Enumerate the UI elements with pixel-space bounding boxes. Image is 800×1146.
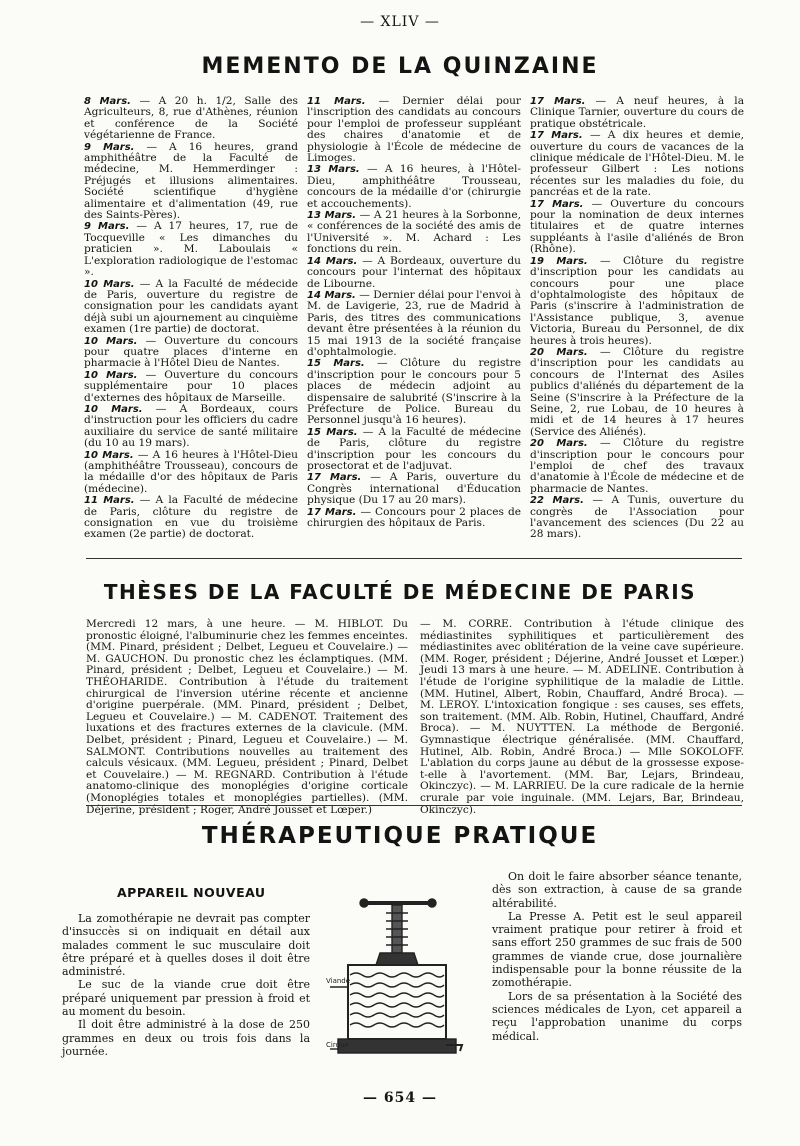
meat-press-illustration — [326, 885, 466, 1075]
page-label: — XLIV — — [360, 14, 440, 30]
theses-columns — [86, 619, 744, 816]
memento-entry-text: — Ouverture du concours supplémentaire pour 10 places d'externes des hôpitaux de Marseille. — [84, 368, 298, 404]
memento-entry-date: 17 Mars. — [307, 506, 357, 518]
memento-entry-text: — A Bordeaux, cours d'instruction pour les officiers du cadre auxiliaire du service de santé militaire (du 10 au 19 mars). — [84, 402, 298, 450]
memento-entry-date: 22 Mars. — [530, 495, 584, 507]
therapeutique-paragraph: Le suc de la viande crue doit être préparé uniquement par pression à froid et au moment du besoin. — [62, 978, 310, 1019]
memento-entry-text: — A 21 heures à la Sorbonne, « conférences de la société des amis de l'Université ». M. Achard : Les fonctions du rein. — [307, 209, 521, 256]
therapeutique-right-text — [492, 870, 742, 1043]
memento-entry-text: — A la Faculté de médecide de Paris, ouverture du registre de consignation pour les candidats ayant déjà subi un ajournement au cinquième examen (1re partie) de doctorat. — [84, 277, 298, 336]
memento-entry — [307, 96, 521, 164]
memento-entry-date: 17 Mars. — [530, 198, 584, 210]
memento-column-3 — [530, 96, 744, 541]
divider-2 — [86, 805, 742, 806]
memento-entry-date: 10 Mars. — [84, 449, 134, 461]
memento-entry — [307, 256, 521, 290]
theses-title: THÈSES DE LA FACULTÉ DE MÉDECINE DE PARIS — [103, 580, 697, 604]
memento-entry — [84, 221, 298, 278]
memento-entry-text: — Ouverture du concours pour quatre places d'interne en pharmacie à l'Hôtel Dieu de Nantes. — [84, 334, 298, 370]
therapeutique-paragraph: Il doit être administré à la dose de 250 grammes en deux ou trois fois dans la journée. — [62, 1018, 310, 1058]
therapeutique-title: THÉRAPEUTIQUE PRATIQUE — [201, 823, 599, 849]
memento-entry-text: — A 20 h. 1/2, Salle des Agriculteurs, 8, rue d'Athènes, réunion et conférence de la Société végétarienne de France. — [84, 96, 298, 142]
memento-column-1 — [84, 96, 298, 541]
theses-right-text: — M. CORRE. Contribution à l'étude clinique des médiastinites syphilitiques et particulièrement des médiastinites avec oblitération de la veine cave supérieure. (MM. Roger, président ; Déjerine, André Jousset et Lœper.) Jeudi 13 mars à une heure. — M. ADELINE. Contribution à l'étude de l'origine syphilitique de la maladie de Little. (MM. Hutinel, Albert, Robin, Chauffard, André Broca). — M. LEROY. L'intoxication fongique : ses causes, ses effets, son traitement. (MM. Alb. Robin, Hutinel, Chauffard, André Broca). — M. NUYTTEN. La méthode de Bergonié. Gymnastique électrique généralisée. (MM. Chauffard, Hutinel, Alb. Robin, André Broca.) — Mlle SOKOLOFF. L'ablation du corps jaune au début de la grossesse expose-t-elle à l'avortement. (MM. Bar, Lejars, Brindeau, Okinczyc). — M. LARRIEU. De la cure radicale de la hernie crurale par voie inguinale. (MM. Lejars, Bar, Brindeau, Okinczyc). — [420, 618, 744, 816]
memento-entry — [84, 336, 298, 370]
memento-entry-date: 19 Mars. — [530, 255, 588, 267]
memento-entry-text: — A Tunis, ouverture du congrès de l'Association pour l'avancement des sciences (Du 22 au 28 mars). — [530, 494, 744, 541]
memento-entry-text: — A 16 heures, à l'Hôtel-Dieu, amphithéâtre Trousseau, concours de la médaille d'or (chirurgie et accouchements). — [307, 163, 521, 210]
memento-entry — [530, 256, 744, 347]
memento-entry-date: 9 Mars. — [84, 141, 135, 153]
memento-entry-date: 13 Mars. — [307, 164, 360, 176]
memento-entry-text: — A la Faculté de médecine de Paris, clôture du registre d'inscription pour les concours du prosectorat et de l'adjuvat. — [307, 425, 521, 472]
memento-entry-date: 13 Mars. — [307, 210, 357, 222]
memento-entry-text: — A 17 heures, 17, rue de Tocqueville « Les dimanches du praticien ». M. Laboulais « L'exploration radiologique de l'estomac ». — [84, 220, 298, 279]
memento-entry-text: — A 16 heures à l'Hôtel-Dieu (amphithéâtre Trousseau), concours de la médaille d'or des hôpitaux de Paris (médecine). — [84, 448, 298, 495]
memento-entry — [84, 370, 298, 404]
memento-entry — [307, 358, 521, 426]
memento-column-2 — [307, 96, 521, 541]
memento-entry — [84, 495, 298, 541]
memento-entry-text: — A dix heures et demie, ouverture du cours de vacances de la clinique médicale de l'Hôtel-Dieu. M. le professeur Gilbert : Les notions récentes sur les maladies du foie, du pancréas et de la rate. — [530, 129, 744, 199]
page-number: — 654 — — [363, 1090, 437, 1106]
memento-entry-text: — Concours pour 2 places de chirurgien des hôpitaux de Paris. — [307, 505, 521, 530]
memento-entry-date: 14 Mars. — [307, 289, 356, 301]
memento-entry — [307, 164, 521, 210]
memento-entry — [84, 279, 298, 336]
memento-entry — [530, 438, 744, 495]
memento-entry-text: — A Bordeaux, ouverture du concours pour l'internat des hôpitaux de Libourne. — [307, 254, 521, 290]
memento-entry-text: — Clôture du registre d'inscription pour les candidats au concours de l'Internat des Asiles publics d'aliénés du département de la Seine (S'inscrire à la Préfecture de la Seine, 2, rue Lobau, de 10 heures à midi et de 14 heures à 17 heures (Service des Aliénés). — [530, 345, 744, 438]
memento-entry — [307, 472, 521, 506]
memento-entry-date: 11 Mars. — [84, 495, 135, 507]
memento-entry-text: — A la Faculté de médecine de Paris, clôture du registre de consignation en vue du troisième examen (2e partie) de doctorat. — [84, 494, 298, 541]
memento-entry — [84, 96, 298, 142]
memento-entry-date: 20 Mars. — [530, 438, 588, 450]
memento-entry-date: 15 Mars. — [307, 358, 365, 370]
memento-entry-text: — Clôture du registre d'inscription pour le concours pour l'emploi de chef des travaux d'anatomie à l'École de médecine et de pharmacie de Nantes. — [530, 437, 744, 495]
memento-title: MEMENTO DE LA QUINZAINE — [201, 54, 599, 79]
memento-entry — [307, 427, 521, 473]
memento-entry-date: 14 Mars. — [307, 255, 358, 267]
therapeutique-subheading: APPAREIL NOUVEAU — [117, 885, 266, 900]
memento-entry-date: 17 Mars. — [530, 96, 586, 107]
memento-entry-date: 9 Mars. — [84, 221, 130, 233]
memento-entry — [84, 404, 298, 450]
memento-entry — [307, 507, 521, 530]
memento-entry-date: 20 Mars. — [530, 346, 588, 358]
memento-entry — [84, 142, 298, 222]
memento-entry — [530, 347, 744, 438]
memento-entry-text: — A Paris, ouverture du Congrès international d'Éducation physique (Du 17 au 20 mars). — [307, 471, 521, 507]
memento-entry — [84, 450, 298, 496]
memento-entry-text: — A 16 heures, grand amphithéâtre de la Faculté de médecine, M. Hemmerdinger : Préjugés et illusions alimentaires. Société scientifique d'hygiène alimentaire et d'alimentation (49, rue des Saints-Pères). — [84, 140, 298, 222]
memento-entry — [307, 290, 521, 358]
memento-entry — [307, 210, 521, 256]
memento-entry — [530, 495, 744, 541]
therapeutique-left-text — [62, 912, 310, 1058]
memento-entry — [530, 130, 744, 198]
label-cirque: Cirque — [326, 1041, 349, 1049]
memento-entry-date: 10 Mars. — [84, 278, 135, 290]
memento-entry-date: 10 Mars. — [84, 369, 138, 381]
memento-entry-date: 8 Mars. — [84, 96, 131, 107]
therapeutique-paragraph: La Presse A. Petit est le seul appareil vraiment pratique pour retirer à froid et sans effort 250 grammes de suc frais de 500 grammes de viande crue, dose journalière indispensable pour la bonne réussite de la zomothérapie. — [492, 909, 742, 990]
therapeutique-paragraph: La zomothérapie ne devrait pas compter d'insuccès si on indiquait en détail aux malades comment le suc musculaire doit être préparé et à quelles doses il doit être administré. — [62, 912, 310, 979]
memento-entry-date: 11 Mars. — [307, 96, 366, 107]
memento-entry — [530, 96, 744, 130]
memento-entry-text: — Clôture du registre d'inscription pour les candidats au concours pour une place d'ophtalmologiste des hôpitaux de Paris (s'inscrire à l'administration de l'Assistance publique, 3, avenue Victoria, Bureau du Personnel, de dix heures à trois heures). — [530, 254, 744, 347]
memento-entry-text: — A neuf heures, à la Clinique Tarnier, ouverture du cours de pratique obstétricale. — [530, 96, 744, 130]
divider-1 — [86, 558, 742, 559]
memento-entry-text: — Clôture du registre d'inscription pour le concours pour 5 places de médecin adjoint au dispensaire de salubrité (S'inscrire à la Préfecture de Police. Bureau du Personnel jusqu'à 16 heures). — [307, 357, 521, 427]
therapeutique-paragraph: On doit le faire absorber séance tenante, dès son extraction, à cause de sa grande altérabilité. — [492, 870, 742, 910]
memento-entry-date: 17 Mars. — [307, 472, 362, 484]
press-base — [338, 1039, 456, 1053]
memento-entry-date: 15 Mars. — [307, 426, 358, 438]
memento-entry-date: 10 Mars. — [84, 335, 138, 347]
label-viande: Viande — [326, 977, 351, 985]
memento-entry — [530, 199, 744, 256]
memento-entry-text: — Dernier délai pour l'envoi à M. de Lavigerie, 23, rue de Madrid à Paris, des titres des communications devant être présentées à la réunion du 15 mai 1913 de la société française d'ophtalmologie. — [307, 288, 521, 358]
memento-entry-date: 17 Mars. — [530, 130, 583, 142]
memento-entry-date: 10 Mars. — [84, 403, 143, 415]
therapeutique-paragraph: Lors de sa présentation à la Société des sciences médicales de Lyon, cet appareil a reçu l'approbation unanime du corps médical. — [492, 989, 742, 1043]
memento-columns — [84, 96, 744, 541]
memento-entry-text: — Dernier délai pour l'inscription des candidats au concours pour l'emploi de professeur suppléant des chaires d'anatomie et de physiologie à l'École de médecine de Limoges. — [307, 96, 521, 165]
theses-left-text: Mercredi 12 mars, à une heure. — M. HIBLOT. Du pronostic éloigné, l'albuminurie chez les femmes enceintes. (MM. Pinard, président ; Delbet, Legueu et Couvelaire.) — M. GAUCHON. Du pronostic chez les éclamptiques. (MM. Pinard, président ; Delbet, Legueu et Couvelaire.) — M. THÉOHARIDE. Contribution à l'étude du traitement chirurgical de l'inversion utérine récente et ancienne d'origine puerpérale. (MM. Pinard, président ; Delbet, Legueu et Couvelaire.) — M. CADENOT. Traitement des luxations et des fractures externes de la clavicule. (MM. Delbet, président ; Pinard, Legueu et Couvelaire.) — M. SALMONT. Contributions nouvelles au traitement des calculs vésicaux. (MM. Legueu, président ; Pinard, Delbet et Couvelaire.) — M. REGNARD. Contribution à l'étude anatomo-clinique des monoplégies d'origine corticale (Monoplégies totales et monoplégies partielles). (MM. Déjerine, président ; Roger, André Jousset et Lœper.) — [86, 618, 408, 816]
memento-entry-text: — Ouverture du concours pour la nomination de deux internes titulaires et de quatre internes suppléants à l'asile d'aliénés de Bron (Rhône). — [530, 197, 744, 256]
